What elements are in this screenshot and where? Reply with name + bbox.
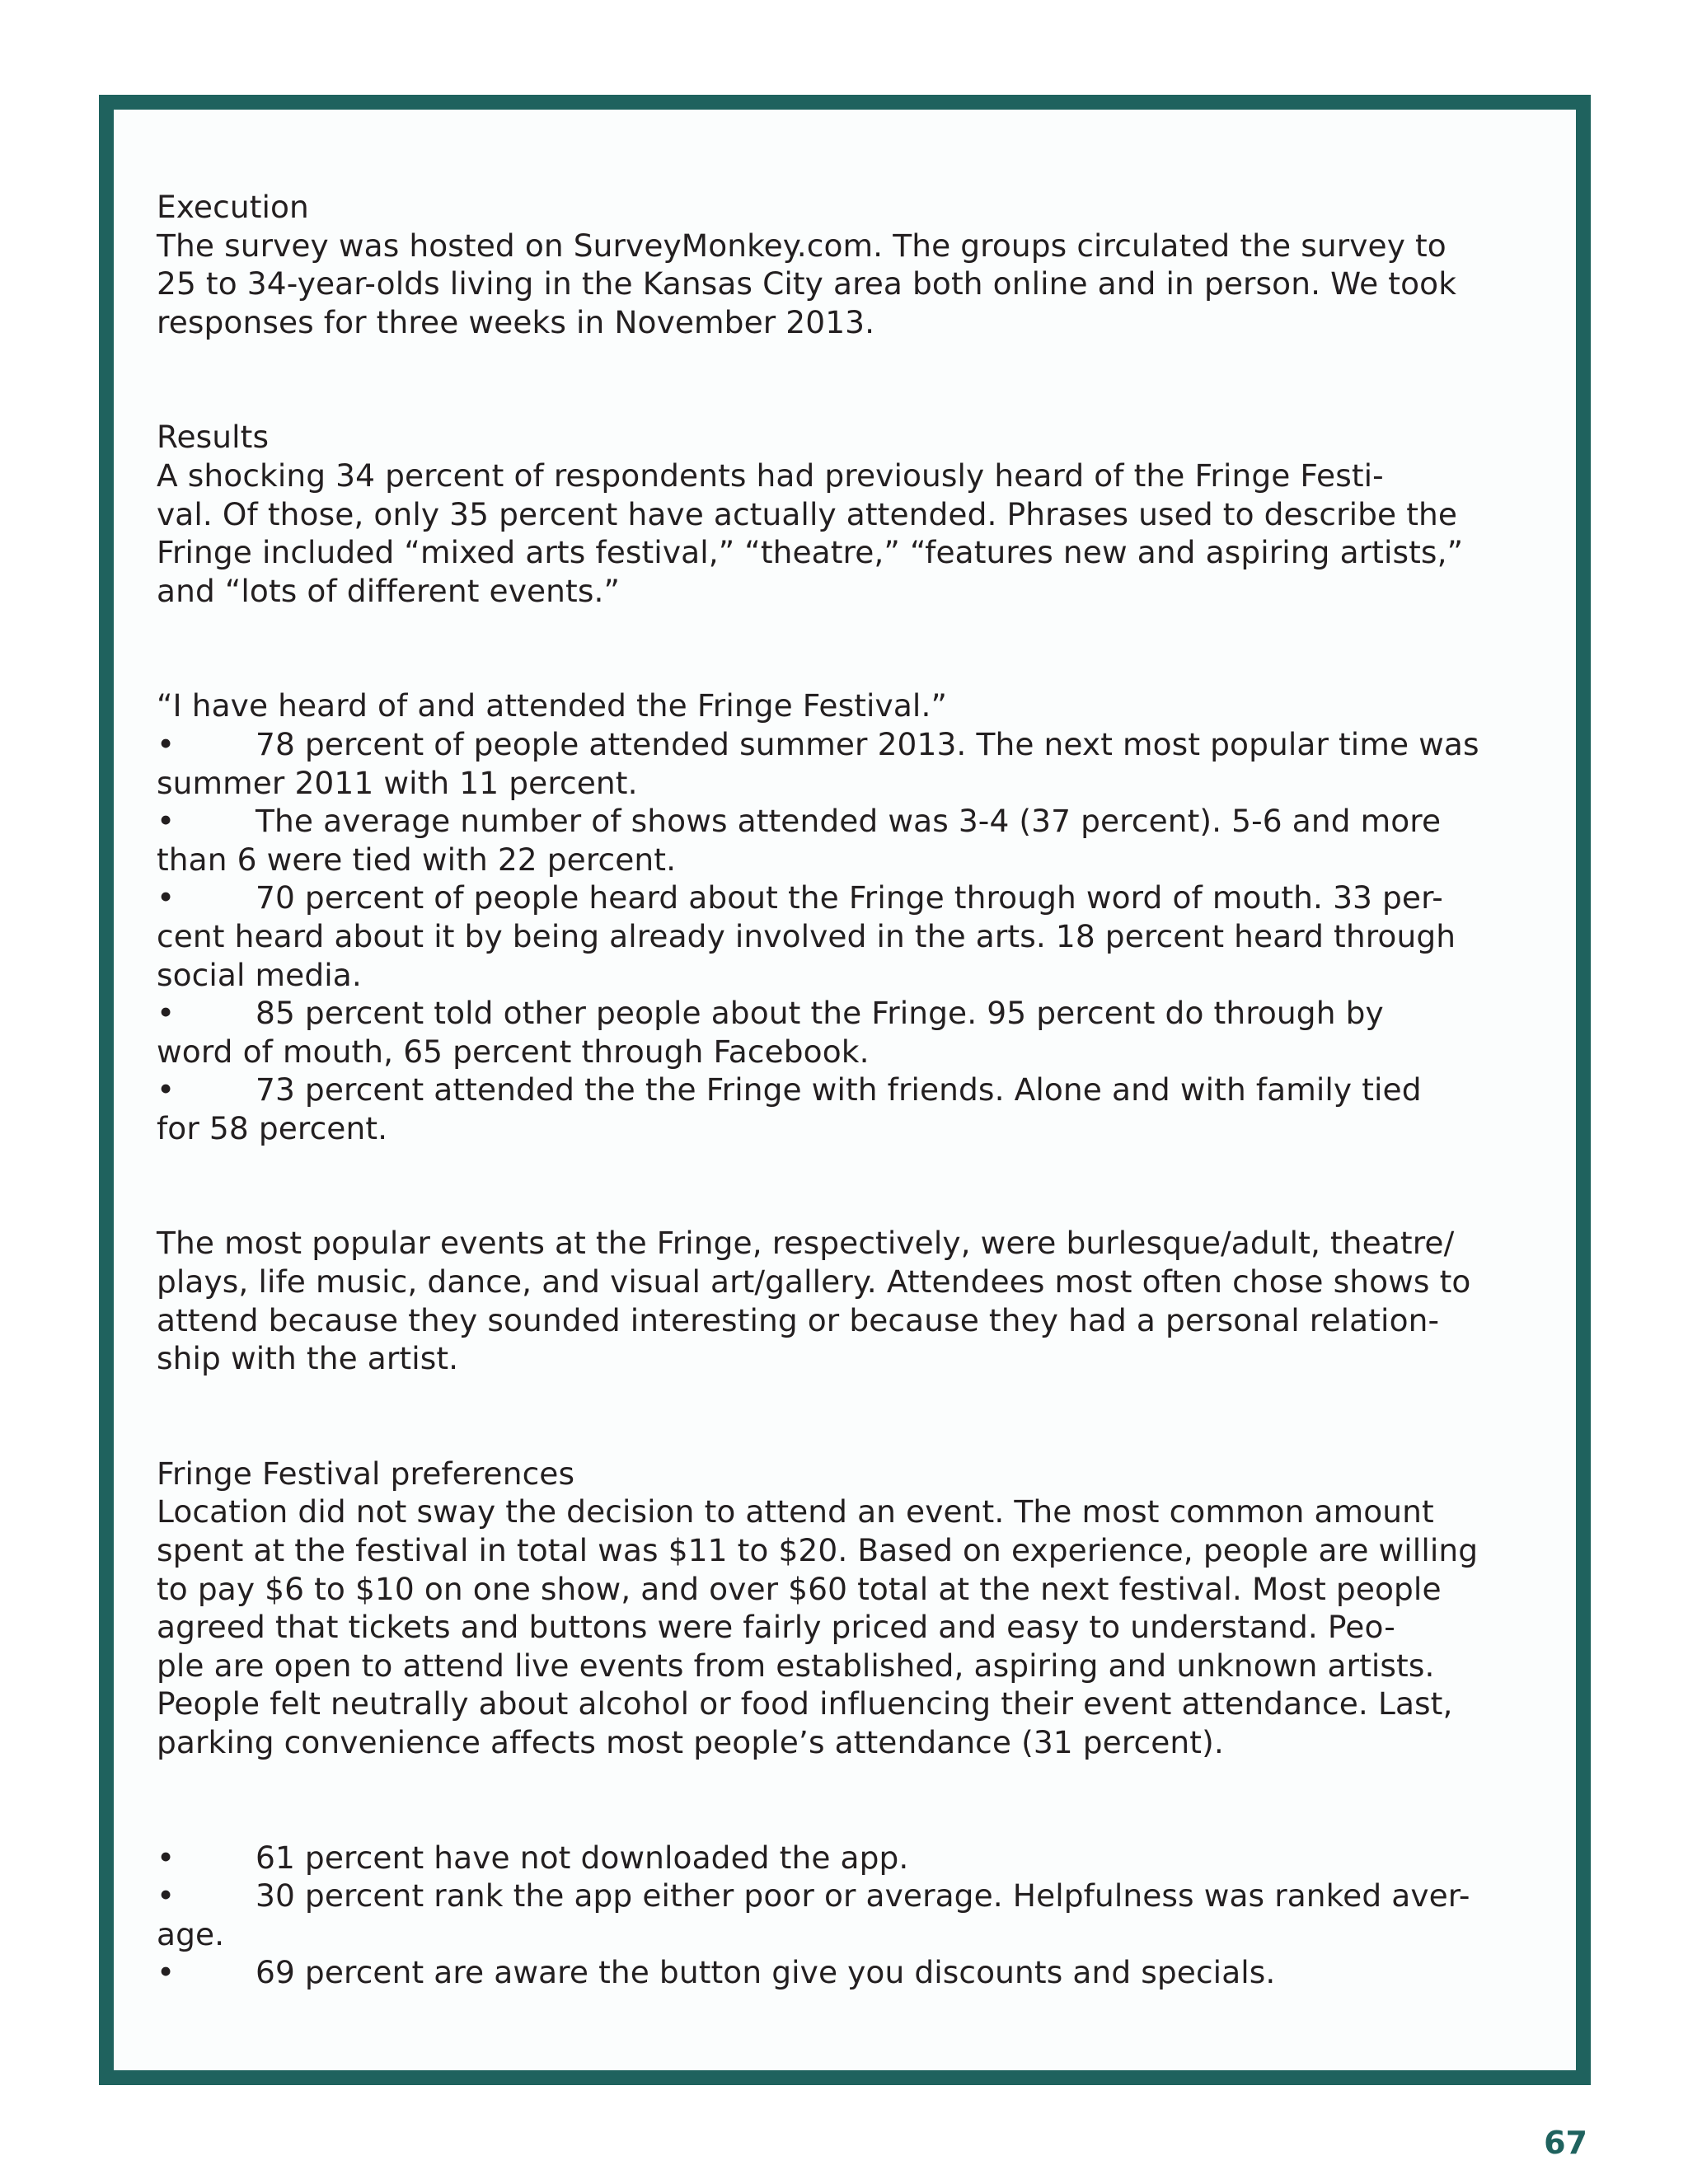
paragraph-line: spent at the festival in total was $11 to $20. Based on experience, people are willing [157,1532,1479,1569]
list-item [157,1953,1541,1992]
paragraph-line: A shocking 34 percent of respondents had previously heard of the Fringe Festi- [157,457,1384,494]
paragraph-line: val. Of those, only 35 percent have actually attended. Phrases used to describe the [157,495,1458,532]
popular-events-section [157,1224,1541,1377]
section-heading-execution: Execution [157,189,309,225]
app-section [157,1839,1541,1992]
bullet-marker: • [157,1071,176,1108]
bullet-continuation: for 58 percent. [157,1109,388,1146]
results-section [157,418,1541,610]
page-number: 67 [1544,2125,1587,2161]
bullet-marker: • [157,995,176,1032]
list-item [157,1877,1541,1953]
bullet-marker: • [157,1877,176,1915]
bullet-text: 73 percent attended the the Fringe with friends. Alone and with family tied [256,1071,1422,1108]
paragraph-line: attend because they sounded interesting or because they had a personal relation- [157,1301,1440,1338]
paragraph-line: ship with the artist. [157,1340,459,1377]
list-item [157,879,1541,994]
report-text [157,188,1541,1992]
bullet-text: 30 percent rank the app either poor or average. Helpfulness was ranked aver- [256,1877,1470,1915]
paragraph-line: plays, life music, dance, and visual art/gallery. Attendees most often chose shows to [157,1263,1471,1301]
paragraph-line: agreed that tickets and buttons were fairly priced and easy to understand. Peo- [157,1609,1395,1646]
paragraph-line: ple are open to attend live events from established, aspiring and unknown artists. [157,1647,1435,1684]
paragraph-line: to pay $6 to $10 on one show, and over $60 total at the next festival. Most people [157,1570,1442,1607]
bullet-continuation: summer 2011 with 11 percent. [157,764,638,801]
bullet-continuation: cent heard about it by being already involved in the arts. 18 percent heard through [157,917,1456,954]
section-heading-attended: “I have heard of and attended the Fringe Festival.” [157,687,947,724]
list-item [157,802,1541,879]
bullet-continuation: word of mouth, 65 percent through Facebook. [157,1033,870,1070]
paragraph-line: People felt neutrally about alcohol or food influencing their event attendance. Last, [157,1685,1453,1722]
section-heading-preferences: Fringe Festival preferences [157,1455,575,1492]
execution-section [157,188,1541,341]
paragraph-line: 25 to 34-year-olds living in the Kansas City area both online and in person. We took [157,265,1457,302]
bullet-text: 78 percent of people attended summer 2013. The next most popular time was [256,725,1479,762]
bullet-continuation: than 6 were tied with 22 percent. [157,841,677,878]
bullet-text: 61 percent have not downloaded the app. [256,1839,909,1876]
bullet-marker: • [157,1954,176,1991]
bullet-marker: • [157,725,176,762]
paragraph-line: responses for three weeks in November 2013. [157,303,875,340]
paragraph-line: Fringe included “mixed arts festival,” “theatre,” “features new and aspiring artists,” [157,534,1464,571]
paragraph-line: and “lots of different events.” [157,572,621,609]
bullet-continuation: age. [157,1915,225,1952]
paragraph-line: Location did not sway the decision to attend an event. The most common amount [157,1493,1434,1530]
preferences-section [157,1455,1541,1762]
list-item [157,1071,1541,1147]
bullet-marker: • [157,803,176,840]
paragraph-line: The survey was hosted on SurveyMonkey.com. The groups circulated the survey to [157,227,1447,264]
paragraph-line: The most popular events at the Fringe, respectively, were burlesque/adult, theatre/ [157,1225,1455,1262]
bullet-text: 85 percent told other people about the Fringe. 95 percent do through by [256,995,1384,1032]
list-item [157,994,1541,1071]
section-heading-results: Results [157,419,270,456]
bullet-text: 70 percent of people heard about the Fringe through word of mouth. 33 per- [256,879,1443,916]
bullet-marker: • [157,879,176,916]
paragraph-line: parking convenience affects most people’s attendance (31 percent). [157,1724,1224,1760]
list-item [157,1839,1541,1877]
bullet-marker: • [157,1839,176,1876]
bullet-continuation: social media. [157,956,362,993]
bullet-text: The average number of shows attended was 3-4 (37 percent). 5-6 and more [256,803,1442,840]
attended-section [157,687,1541,1147]
bullet-text: 69 percent are aware the button give you discounts and specials. [256,1954,1276,1991]
list-item [157,725,1541,802]
